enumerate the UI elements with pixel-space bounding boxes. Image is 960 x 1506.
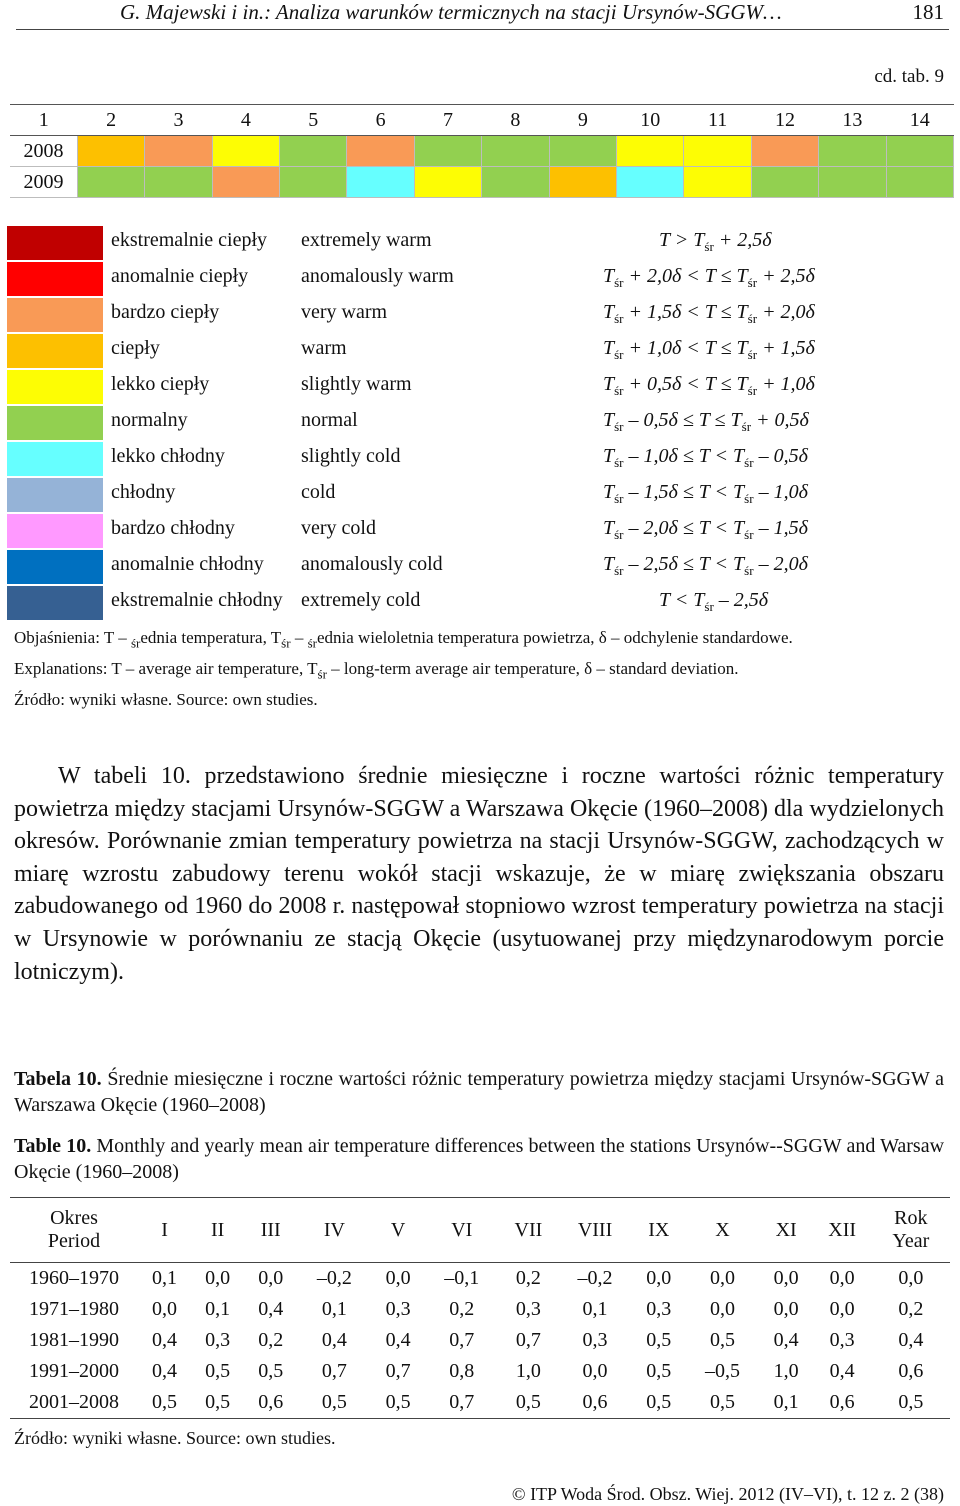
value-cell: 0,0: [385, 1267, 411, 1289]
value-cell: 0,1: [152, 1267, 178, 1289]
period-cell: 1991–2000: [29, 1360, 119, 1382]
value-cell: 0,5: [191, 1387, 244, 1419]
period-cell: 1971–1980: [29, 1298, 119, 1320]
table-caption-english: [14, 1133, 944, 1185]
value-cell: 0,0: [829, 1267, 855, 1289]
grid-column-number: 7: [414, 105, 481, 136]
table-row: [10, 1387, 950, 1419]
grid-color-cell: [482, 167, 549, 198]
value-cell: 0,4: [152, 1360, 178, 1382]
value-cell: 0,7: [449, 1329, 475, 1351]
period-cell: 1981–1990: [29, 1329, 119, 1351]
value-cell: 0,4: [385, 1329, 411, 1351]
grid-color-cell: [145, 167, 212, 198]
legend-swatch: [7, 478, 103, 512]
value-cell: 0,4: [321, 1329, 347, 1351]
value-cell: 0,4: [258, 1298, 284, 1320]
value-cell: 0,1: [760, 1387, 813, 1419]
legend-label-english: slightly cold: [301, 445, 401, 467]
grid-column-number: 8: [482, 105, 549, 136]
value-cell: 0,8: [449, 1360, 475, 1382]
grid-column-number: 13: [819, 105, 886, 136]
legend-row: [7, 298, 954, 334]
grid-color-cell: [77, 136, 144, 167]
grid-color-cell: [347, 167, 414, 198]
value-cell: 0,7: [321, 1360, 347, 1382]
grid-color-cell: [549, 167, 616, 198]
legend-swatch: [7, 514, 103, 548]
legend-row: [7, 226, 954, 262]
value-cell: 0,5: [632, 1387, 685, 1419]
legend-label-english: very warm: [301, 301, 388, 323]
grid-column-number: 2: [77, 105, 144, 136]
legend-label-polish: anomalnie chłodny: [111, 553, 264, 575]
caption-text: Średnie miesięczne i roczne wartości różnic temperatury powietrza między stacjami Ursynów-SGGW a Warszawa Okęcie (1960–2008): [14, 1068, 945, 1116]
grid-color-cell: [280, 136, 347, 167]
value-cell: 0,3: [829, 1329, 855, 1351]
period-header: [10, 1198, 138, 1263]
legend-label-polish: normalny: [111, 409, 188, 431]
grid-color-cell: [347, 136, 414, 167]
value-cell: 0,4: [152, 1329, 178, 1351]
legend-condition: $T_{śr} - 1,0\delta \le T < T_{śr} - 0,5\delta$: [603, 445, 808, 470]
legend-swatch: [7, 370, 103, 404]
month-header: II: [191, 1198, 244, 1263]
value-cell: 0,1: [582, 1298, 608, 1320]
value-cell: 0,6: [898, 1360, 924, 1382]
table-row: [10, 1325, 950, 1356]
value-cell: 0,5: [646, 1360, 672, 1382]
grid-color-cell: [414, 136, 481, 167]
value-cell: 0,0: [582, 1360, 608, 1382]
value-cell: 0,6: [558, 1387, 632, 1419]
legend-condition: $T < T_{śr} - 2,5\delta$: [659, 589, 769, 614]
legend-condition: $T_{śr} - 2,0\delta \le T < T_{śr} - 1,5\delta$: [603, 517, 808, 542]
running-header: G. Majewski i in.: Analiza warunków termicznych na stacji Ursynów-SGGW…: [120, 0, 782, 24]
grid-column-number: 4: [212, 105, 279, 136]
grid-color-cell: [684, 136, 751, 167]
value-cell: 0,1: [205, 1298, 231, 1320]
grid-color-cell: [280, 167, 347, 198]
month-header: I: [138, 1198, 191, 1263]
legend-label-polish: ekstremalnie ciepły: [111, 229, 268, 251]
grid-column-number: 12: [751, 105, 818, 136]
period-cell: 1960–1970: [29, 1267, 119, 1289]
value-cell: 0,0: [152, 1298, 178, 1320]
value-cell: 0,3: [582, 1329, 608, 1351]
table-source-note: Źródło: wyniki własne. Source: own studies.: [14, 1428, 336, 1448]
grid-color-cell: [145, 136, 212, 167]
grid-color-cell: [886, 136, 953, 167]
table-caption-polish: [14, 1066, 944, 1118]
table-row: [10, 1356, 950, 1387]
grid-year-row: [10, 167, 954, 198]
legend-label-polish: lekko ciepły: [111, 373, 210, 395]
value-cell: –0,1: [444, 1267, 480, 1289]
value-cell: 0,3: [646, 1298, 672, 1320]
grid-year-row: [10, 136, 954, 167]
grid-color-cell: [549, 136, 616, 167]
value-cell: 0,1: [321, 1298, 347, 1320]
month-header: VII: [499, 1198, 558, 1263]
value-cell: 0,3: [205, 1329, 231, 1351]
grid-color-cell: [77, 167, 144, 198]
legend-condition: $T_{śr} + 0,5\delta < T \le T_{śr} + 1,0\delta$: [603, 373, 815, 398]
legend-condition: $T > T_{śr} + 2,5\delta$: [659, 229, 772, 254]
legend-row: [7, 478, 954, 514]
grid-color-cell: [751, 167, 818, 198]
value-cell: 0,0: [709, 1267, 735, 1289]
month-header: VIII: [558, 1198, 632, 1263]
legend-label-polish: anomalnie ciepły: [111, 265, 249, 287]
legend-swatch: [7, 586, 103, 620]
table-row: [10, 1294, 950, 1325]
value-cell: 0,0: [898, 1267, 924, 1289]
legend-swatch: [7, 442, 103, 476]
value-cell: 0,7: [515, 1329, 541, 1351]
value-cell: 0,7: [425, 1387, 499, 1419]
grid-color-cell: [751, 136, 818, 167]
body-paragraph: [14, 760, 944, 988]
legend-label-polish: lekko chłodny: [111, 445, 225, 467]
value-cell: –0,2: [316, 1267, 352, 1289]
month-header: III: [244, 1198, 297, 1263]
value-cell: 0,5: [372, 1387, 425, 1419]
value-cell: 0,5: [709, 1329, 735, 1351]
value-cell: –0,5: [704, 1360, 740, 1382]
value-cell: 0,2: [898, 1298, 924, 1320]
value-cell: 0,3: [515, 1298, 541, 1320]
grid-color-cell: [819, 136, 886, 167]
source-note: Źródło: wyniki własne. Source: own studies.: [14, 690, 318, 709]
legend-row: [7, 370, 954, 406]
value-cell: 0,4: [829, 1360, 855, 1382]
value-cell: 0,0: [773, 1267, 799, 1289]
table-row: [10, 1263, 950, 1295]
grid-column-number: 11: [684, 105, 751, 136]
month-header: V: [372, 1198, 425, 1263]
grid-column-number: 14: [886, 105, 953, 136]
grid-color-cell: [482, 136, 549, 167]
legend-swatch: [7, 334, 103, 368]
legend-condition: $T_{śr} - 0,5\delta \le T \le T_{śr} + 0,5\delta$: [603, 409, 809, 434]
legend-condition: $T_{śr} - 2,5\delta \le T < T_{śr} - 2,0\delta$: [603, 553, 808, 578]
period-header-pl: Okres: [50, 1207, 98, 1229]
value-cell: 0,5: [872, 1387, 950, 1419]
grid-color-cell: [617, 167, 684, 198]
continued-table-label: cd. tab. 9: [874, 66, 944, 87]
legend-row: [7, 334, 954, 370]
legend-swatch: [7, 262, 103, 296]
grid-year-label: 2008: [10, 136, 77, 167]
legend-swatch: [7, 226, 103, 260]
value-cell: –0,2: [577, 1267, 613, 1289]
legend-row: [7, 442, 954, 478]
month-header: IX: [632, 1198, 685, 1263]
legend-swatch: [7, 406, 103, 440]
legend-condition: $T_{śr} - 1,5\delta \le T < T_{śr} - 1,0\delta$: [603, 481, 808, 506]
value-cell: 0,0: [205, 1267, 231, 1289]
value-cell: 0,5: [685, 1387, 759, 1419]
legend-row: [7, 514, 954, 550]
legend-label-english: normal: [301, 409, 358, 431]
header-divider: [16, 29, 949, 30]
grid-column-number: 10: [617, 105, 684, 136]
caption-label: Tabela 10.: [14, 1068, 102, 1090]
value-cell: 0,2: [258, 1329, 284, 1351]
legend-label-polish: bardzo ciepły: [111, 301, 220, 323]
legend-condition: $T_{śr} + 1,0\delta < T \le T_{śr} + 1,5\delta$: [603, 337, 815, 362]
year-header-pl: Rok: [894, 1207, 928, 1229]
value-cell: 0,0: [773, 1298, 799, 1320]
grid-year-label: 2009: [10, 167, 77, 198]
grid-color-cell: [886, 167, 953, 198]
grid-column-number: 9: [549, 105, 616, 136]
value-cell: 0,2: [515, 1267, 541, 1289]
value-cell: 0,0: [258, 1267, 284, 1289]
journal-footer: © ITP Woda Środ. Obsz. Wiej. 2012 (IV–VI), t. 12 z. 2 (38): [511, 1484, 944, 1504]
value-cell: 0,6: [813, 1387, 872, 1419]
grid-column-number: 5: [280, 105, 347, 136]
month-header: XII: [813, 1198, 872, 1263]
grid-header-row: [10, 105, 954, 136]
legend-label-english: very cold: [301, 517, 376, 539]
caption-label: Table 10.: [14, 1135, 92, 1157]
grid-color-cell: [212, 136, 279, 167]
value-cell: 0,5: [138, 1387, 191, 1419]
value-cell: 0,3: [385, 1298, 411, 1320]
month-header: IV: [297, 1198, 371, 1263]
grid-color-cell: [684, 167, 751, 198]
legend-row: [7, 586, 954, 622]
legend-row: [7, 550, 954, 586]
year-header: [872, 1198, 950, 1263]
value-cell: 0,0: [646, 1267, 672, 1289]
value-cell: 0,5: [258, 1360, 284, 1382]
color-legend: [7, 226, 954, 622]
month-header: X: [685, 1198, 759, 1263]
grid-column-number: 6: [347, 105, 414, 136]
paragraph-text: W tabeli 10. przedstawiono średnie miesięczne i roczne wartości różnic temperatury powietrza między stacjami Ursynów-SGGW a Warszawa Okęcie (1960–2008) dla wydzielonych okresów. Porównanie zmian temperatury powietrza na stacji Ursynów-SGGW, zachodzących w miarę wzrostu zabudowy terenu wokół stacji wskazuje, że w miarę zwiększania obszaru zabudowanego od 1960 do 2008 r. następował stopniowo wzrost temperatury powietrza na stacji w Ursynowie w porównaniu ze stacją Okęcie (usytuowanej przy międzynarodowym porcie lotniczym).: [14, 763, 944, 985]
legend-swatch: [7, 550, 103, 584]
month-header: XI: [760, 1198, 813, 1263]
period-cell: 2001–2008: [10, 1387, 138, 1419]
legend-label-english: warm: [301, 337, 347, 359]
legend-condition: $T_{śr} + 2,0\delta < T \le T_{śr} + 2,5\delta$: [603, 265, 815, 290]
legend-label-polish: chłodny: [111, 481, 176, 503]
value-cell: 0,5: [646, 1329, 672, 1351]
legend-label-english: slightly warm: [301, 373, 412, 395]
value-cell: 1,0: [515, 1360, 541, 1382]
value-cell: 0,4: [898, 1329, 924, 1351]
year-header-en: Year: [892, 1230, 930, 1252]
grid-column-number: 1: [10, 105, 77, 136]
caption-text: Monthly and yearly mean air temperature differences between the stations Ursynów--SGGW and Warsaw Okęcie (1960–2008): [14, 1135, 945, 1183]
value-cell: 0,5: [297, 1387, 371, 1419]
value-cell: 1,0: [773, 1360, 799, 1382]
legend-label-english: anomalously warm: [301, 265, 454, 287]
grid-column-number: 3: [145, 105, 212, 136]
explanation-polish: Objaśnienia: T – $_{śr}$ednia temperatura, $T_{śr}$ – $_{śr}$ednia wieloletnia temperatura powietrza, δ – odchylenie standardowe.: [14, 628, 793, 651]
month-header: VI: [425, 1198, 499, 1263]
grid-color-cell: [414, 167, 481, 198]
legend-label-polish: ciepły: [111, 337, 160, 359]
color-classification-grid: [10, 104, 954, 198]
value-cell: 0,0: [829, 1298, 855, 1320]
legend-label-polish: bardzo chłodny: [111, 517, 235, 539]
legend-row: [7, 406, 954, 442]
grid-color-cell: [617, 136, 684, 167]
legend-label-english: cold: [301, 481, 336, 503]
legend-label-english: extremely cold: [301, 589, 421, 611]
legend-label-polish: ekstremalnie chłodny: [111, 589, 283, 611]
legend-condition: $T_{śr} + 1,5\delta < T \le T_{śr} + 2,0\delta$: [603, 301, 815, 326]
value-cell: 0,5: [499, 1387, 558, 1419]
temperature-difference-table: [10, 1197, 950, 1419]
value-cell: 0,4: [773, 1329, 799, 1351]
value-cell: 0,7: [385, 1360, 411, 1382]
legend-label-english: anomalously cold: [301, 553, 443, 575]
page-number: 181: [912, 0, 944, 24]
explanation-english: Explanations: T – average air temperature, $T_{śr}$ – long-term average air temperature, δ – standard deviation.: [14, 659, 739, 682]
grid-color-cell: [819, 167, 886, 198]
legend-row: [7, 262, 954, 298]
value-cell: 0,0: [709, 1298, 735, 1320]
legend-swatch: [7, 298, 103, 332]
legend-label-english: extremely warm: [301, 229, 432, 251]
grid-color-cell: [212, 167, 279, 198]
value-cell: 0,6: [244, 1387, 297, 1419]
value-cell: 0,5: [205, 1360, 231, 1382]
period-header-en: Period: [47, 1230, 101, 1252]
value-cell: 0,2: [449, 1298, 475, 1320]
